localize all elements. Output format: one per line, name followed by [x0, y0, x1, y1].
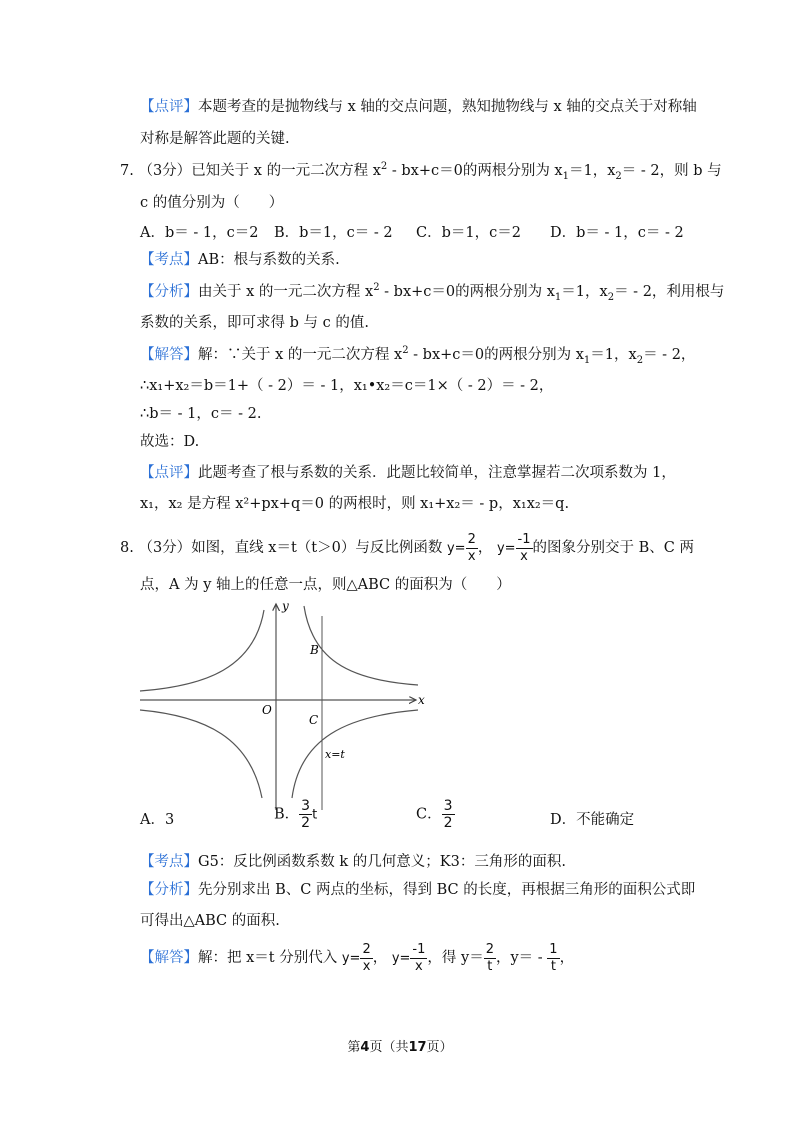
q8-y-equals: y=: [446, 541, 466, 556]
graph-line-label: x=t: [325, 748, 345, 761]
analysis-tag: 【分析】: [140, 882, 198, 898]
q7-solution-line3: ∴b＝ - 1，c＝ - 2.: [140, 406, 262, 422]
q7-option-d[interactable]: D．b＝ - 1，c＝ - 2: [550, 225, 684, 241]
q8-stem-part: 如图，直线 x＝t（t＞0）与反比例函数: [191, 540, 443, 556]
q7-comment-line2: x₁，x₂ 是方程 x²+px+q＝0 的两根时，则 x₁+x₂＝ - p，x₁x₂＝q.: [140, 496, 570, 512]
q8-option-b-label: B．: [274, 806, 300, 823]
graph-point-b-label: B: [310, 643, 319, 657]
solution-tag: 【解答】: [140, 950, 198, 966]
prev-comment-line1: [140, 97, 697, 117]
curve-neg1-over-x-q2: [140, 710, 262, 798]
q8-stem-line2: 点，A 为 y 轴上的任意一点，则△ABC 的面积为（ ）: [140, 577, 511, 593]
kaodian-tag: 【考点】: [140, 854, 198, 870]
curve-2-over-x-q1: [304, 606, 418, 685]
q8-analysis-text: 先分别求出 B、C 两点的坐标，得到 BC 的长度，再根据三角形的面积公式即: [198, 882, 696, 898]
q8-y-equals: y=: [496, 541, 516, 556]
q8-option-a[interactable]: A．3: [140, 812, 175, 828]
q8-solution-line1: [140, 940, 574, 977]
q7-analysis-superscript: 2: [373, 282, 380, 294]
analysis-tag: 【分析】: [140, 284, 198, 300]
q7-stem-part: - bx+c＝0的两根分别为 x: [387, 163, 563, 179]
q7-option-a[interactable]: A．b＝ - 1，c＝2: [140, 225, 259, 241]
q7-option-c[interactable]: C．b＝1，c＝2: [416, 225, 521, 241]
kaodian-tag: 【考点】: [140, 252, 198, 268]
q8-separator: ，: [477, 540, 493, 556]
q7-stem-line2: c 的值分别为（ ）: [140, 195, 284, 211]
graph-origin-label: O: [262, 703, 272, 717]
q8-function-graph: [136, 598, 426, 814]
q8-kaodian-text: G5：反比例函数系数 k 的几何意义；K3：三角形的面积.: [198, 854, 566, 870]
prev-comment-text: 本题考查的是抛物线与 x 轴的交点问题，熟知抛物线与 x 轴的交点关于对称轴: [198, 99, 697, 115]
q7-score: （3分）: [138, 163, 192, 179]
q8-y-equals: y=: [391, 951, 411, 966]
q8-option-c-fraction: $\frac{3}{2}$: [443, 798, 453, 831]
q8-solution-fraction-neg1-over-x: $\frac{-1}{x}$: [412, 941, 426, 974]
q7-number: 7.: [120, 163, 134, 179]
q7-solution-line2: ∴x₁+x₂＝b＝1+（ - 2）＝ - 1，x₁•x₂＝c＝1×（ - 2）＝ - 2，: [140, 378, 554, 394]
q7-solution-part: 解：∵关于 x 的一元二次方程 x: [198, 347, 403, 363]
q8-option-d[interactable]: D．不能确定: [550, 812, 635, 828]
graph-y-label: y: [282, 599, 289, 613]
q7-stem-part: 已知关于 x 的一元二次方程 x: [191, 163, 381, 179]
q7-option-b[interactable]: B．b＝1，c＝ - 2: [274, 225, 393, 241]
graph-point-c-label: C: [309, 713, 319, 727]
q7-analysis-part: 由关于 x 的一元二次方程 x: [198, 284, 374, 300]
q8-y-equals: y=: [341, 951, 361, 966]
q7-superscript: 2: [380, 161, 388, 173]
solution-tag: 【解答】: [140, 347, 198, 363]
q8-option-c[interactable]: [416, 798, 455, 831]
q8-fraction-neg1-over-x: $\frac{-1}{x}$: [517, 531, 531, 564]
q8-solution-part: ，得 y＝: [427, 950, 484, 966]
q7-stem-line1: 7. （3分）已知关于 x 的一元二次方程 $x^2 - bx+c=0$的两根分别为 $x_1=1$，$x_2= - 2$，则 b 与: [120, 161, 722, 182]
q7-solution-part: - bx+c＝0的两根分别为 x: [408, 347, 584, 363]
q7-analysis-line1: 【分析】由关于 x 的一元二次方程 $x^2 - bx+c=0$的两根分别为 $x_1=1$，$x_2= - 2$，利用根与: [140, 282, 725, 303]
q7-solution-part: ＝ - 2，: [643, 347, 696, 363]
q8-number: 8.: [120, 540, 134, 556]
q7-analysis-part: ＝1，x: [561, 284, 608, 300]
prev-comment-line2: 对称是解答此题的关键.: [140, 131, 290, 147]
footer-middle: 页（共: [369, 1040, 409, 1055]
q8-separator: ，: [372, 950, 388, 966]
q7-solution-superscript: 2: [402, 345, 409, 357]
q8-option-b-t: t: [312, 807, 318, 823]
q7-comment-text: 此题考查了根与系数的关系．此题比较简单，注意掌握若二次项系数为 1，: [198, 465, 676, 481]
q8-solution-part: ，: [559, 950, 575, 966]
q8-solution-fraction-1-over-t: $\frac{1}{t}$: [549, 941, 558, 974]
q8-solution-fraction-2-over-x: $\frac{2}{x}$: [362, 941, 371, 974]
q7-analysis-part: ＝ - 2，利用根与: [614, 284, 725, 300]
footer-suffix: 页）: [426, 1040, 453, 1055]
q8-solution-part: ，y＝ -: [495, 950, 543, 966]
q7-stem-part: ＝1，x: [568, 163, 616, 179]
q7-solution-line1: 【解答】解：∵关于 x 的一元二次方程 $x^2 - bx+c=0$的两根分别为 $x_1=1$，$x_2= - 2$，: [140, 345, 696, 366]
q7-kaodian-text: AB：根与系数的关系.: [198, 252, 340, 268]
comment-tag: 【点评】: [140, 465, 198, 481]
q8-solution-fraction-2-over-t: $\frac{2}{t}$: [485, 941, 494, 974]
q7-analysis-line2: 系数的关系，即可求得 b 与 c 的值.: [140, 315, 369, 331]
q8-solution-part: 解：把 x＝t 分别代入: [198, 950, 338, 966]
q8-analysis-line2: 可得出△ABC 的面积.: [140, 913, 280, 929]
q8-analysis-line1: [140, 880, 695, 900]
q8-kaodian: [140, 852, 566, 872]
footer-total-pages: 17: [408, 1040, 427, 1055]
q8-score: （3分）: [138, 540, 192, 556]
q7-stem-part: ＝ - 2，则 b 与: [621, 163, 722, 179]
footer-page-number: 4: [360, 1040, 370, 1055]
q8-option-b[interactable]: [274, 798, 317, 831]
q8-stem-part: 的图象分别交于 B、C 两: [532, 540, 694, 556]
q7-comment-line1: [140, 463, 676, 483]
q8-option-c-label: C．: [416, 806, 442, 823]
page-footer: [0, 1036, 800, 1055]
graph-x-label: x: [418, 693, 425, 707]
q7-solution-line4: 故选：D.: [140, 434, 200, 450]
q8-option-b-fraction: $\frac{3}{2}$: [301, 798, 311, 831]
q8-stem-line1: [120, 530, 694, 567]
curve-2-over-x-q3: [140, 610, 264, 691]
q7-analysis-part: - bx+c＝0的两根分别为 x: [379, 284, 555, 300]
comment-tag: 【点评】: [140, 99, 198, 115]
q7-kaodian: [140, 250, 340, 270]
footer-prefix: 第: [347, 1040, 361, 1055]
q7-solution-part: ＝1，x: [590, 347, 637, 363]
q8-fraction-2-over-x: $\frac{2}{x}$: [467, 531, 476, 564]
